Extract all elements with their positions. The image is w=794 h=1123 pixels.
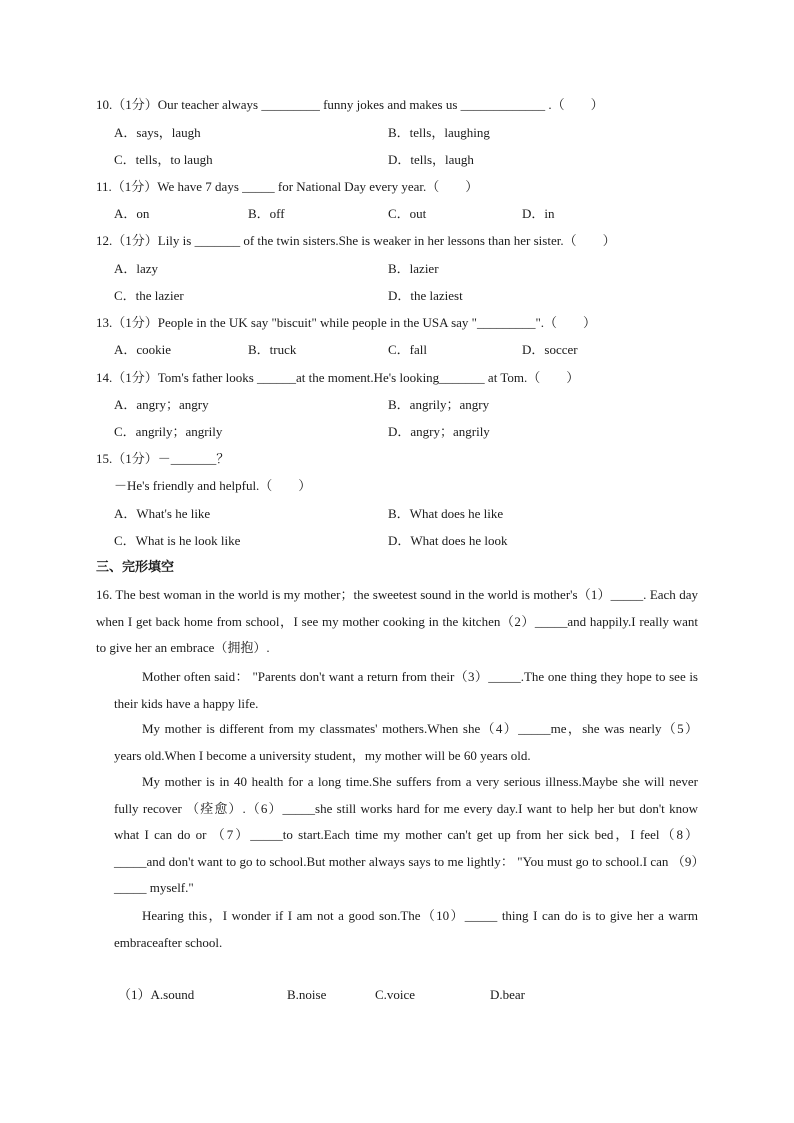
question-10-option-d[interactable]: D．tells，laugh <box>388 152 474 167</box>
question-14-stem: 14.（1分）Tom's father looks ______at the moment.He's looking_______ at Tom.（ ） <box>96 370 580 385</box>
question-14-option-c[interactable]: C．angrily；angrily <box>114 424 223 439</box>
cloze-q1-option-c[interactable]: C.voice <box>375 987 416 1002</box>
question-12-option-a[interactable]: A．lazy <box>114 261 159 276</box>
question-12-stem: 12.（1分）Lily is _______ of the twin sisters.She is weaker in her lessons than her sister.（ ） <box>96 233 616 248</box>
cloze-paragraph-5 <box>114 903 698 956</box>
question-10-option-b[interactable]: B．tells，laughing <box>388 125 490 140</box>
cloze-paragraph-3 <box>114 716 698 769</box>
cloze-paragraph-2-text: Mother often said： "Parents don't want a return from their（3）_____.The one thing they hope to see is their kids have a happy life. <box>114 669 698 711</box>
question-14-option-d[interactable]: D．angry；angrily <box>388 424 490 439</box>
question-15-option-c[interactable]: C．What is he look like <box>114 533 241 548</box>
cloze-paragraph-3-text: My mother is different from my classmates' mothers.When she（4）_____me，she was nearly（5）years old.When I become a university student，my mother will be 60 years old. <box>114 721 698 763</box>
question-12-option-d[interactable]: D．the laziest <box>388 288 463 303</box>
cloze-paragraph-1 <box>96 582 698 662</box>
cloze-paragraph-4 <box>114 769 698 902</box>
question-12-option-b[interactable]: B．lazier <box>388 261 439 276</box>
question-10-option-c[interactable]: C．tells，to laugh <box>114 152 213 167</box>
question-10-stem: 10.（1分）Our teacher always _________ funny jokes and makes us _____________ .（ ） <box>96 97 604 112</box>
question-12-option-c[interactable]: C．the lazier <box>114 288 184 303</box>
question-15-option-d[interactable]: D．What does he look <box>388 533 508 548</box>
question-11-option-b[interactable]: B．off <box>248 206 285 221</box>
question-11-option-a[interactable]: A．on <box>114 206 150 221</box>
cloze-paragraph-1-text: 16. The best woman in the world is my mother；the sweetest sound in the world is mother's（1）_____. Each day when I get back home from school，I see my mother cooking in the kitchen（2）_____and happily.I really want to give her an embrace（拥抱）. <box>96 587 698 656</box>
question-15-stem: 15.（1分）－_______？ <box>96 451 230 466</box>
question-13-option-c[interactable]: C．fall <box>388 342 427 357</box>
question-14-option-b[interactable]: B．angrily；angry <box>388 397 490 412</box>
question-13-stem: 13.（1分）People in the UK say "biscuit" while people in the USA say "_________".（ ） <box>96 315 597 330</box>
cloze-paragraph-5-text: Hearing this，I wonder if I am not a good son.The（10）_____ thing I can do is to give her a warm embraceafter school. <box>114 908 698 950</box>
cloze-paragraph-2 <box>114 664 698 717</box>
question-15-option-a[interactable]: A．What's he like <box>114 506 211 521</box>
question-11-option-d[interactable]: D．in <box>522 206 555 221</box>
cloze-q1-option-b[interactable]: B.noise <box>287 987 327 1002</box>
cloze-q1-option-a[interactable]: （1）A.sound <box>118 987 195 1002</box>
question-13-option-d[interactable]: D．soccer <box>522 342 578 357</box>
question-13-option-b[interactable]: B．truck <box>248 342 297 357</box>
cloze-paragraph-4-text: My mother is in 40 health for a long time.She suffers from a very serious illness.Maybe she will never fully recover （痊愈）.（6）_____she still works hard for me every day.I want to help her but don't know what I can do or （7）_____to start.Each time my mother can't get up from her sick bed，I feel（8）_____and don't want to go to school.But mother always says to me lightly： "You must go to school.I can （9）_____ myself." <box>114 774 698 896</box>
question-15-stem-reply: －He's friendly and helpful.（ ） <box>114 478 312 493</box>
question-14-option-a[interactable]: A．angry；angry <box>114 397 209 412</box>
question-10-option-a[interactable]: A．says，laugh <box>114 125 201 140</box>
question-11-option-c[interactable]: C．out <box>388 206 427 221</box>
section-title-cloze: 三、完形填空 <box>96 560 175 575</box>
question-15-option-b[interactable]: B．What does he like <box>388 506 504 521</box>
question-11-stem: 11.（1分）We have 7 days _____ for National Day every year.（ ） <box>96 179 479 194</box>
cloze-q1-option-d[interactable]: D.bear <box>490 987 526 1002</box>
question-13-option-a[interactable]: A．cookie <box>114 342 172 357</box>
